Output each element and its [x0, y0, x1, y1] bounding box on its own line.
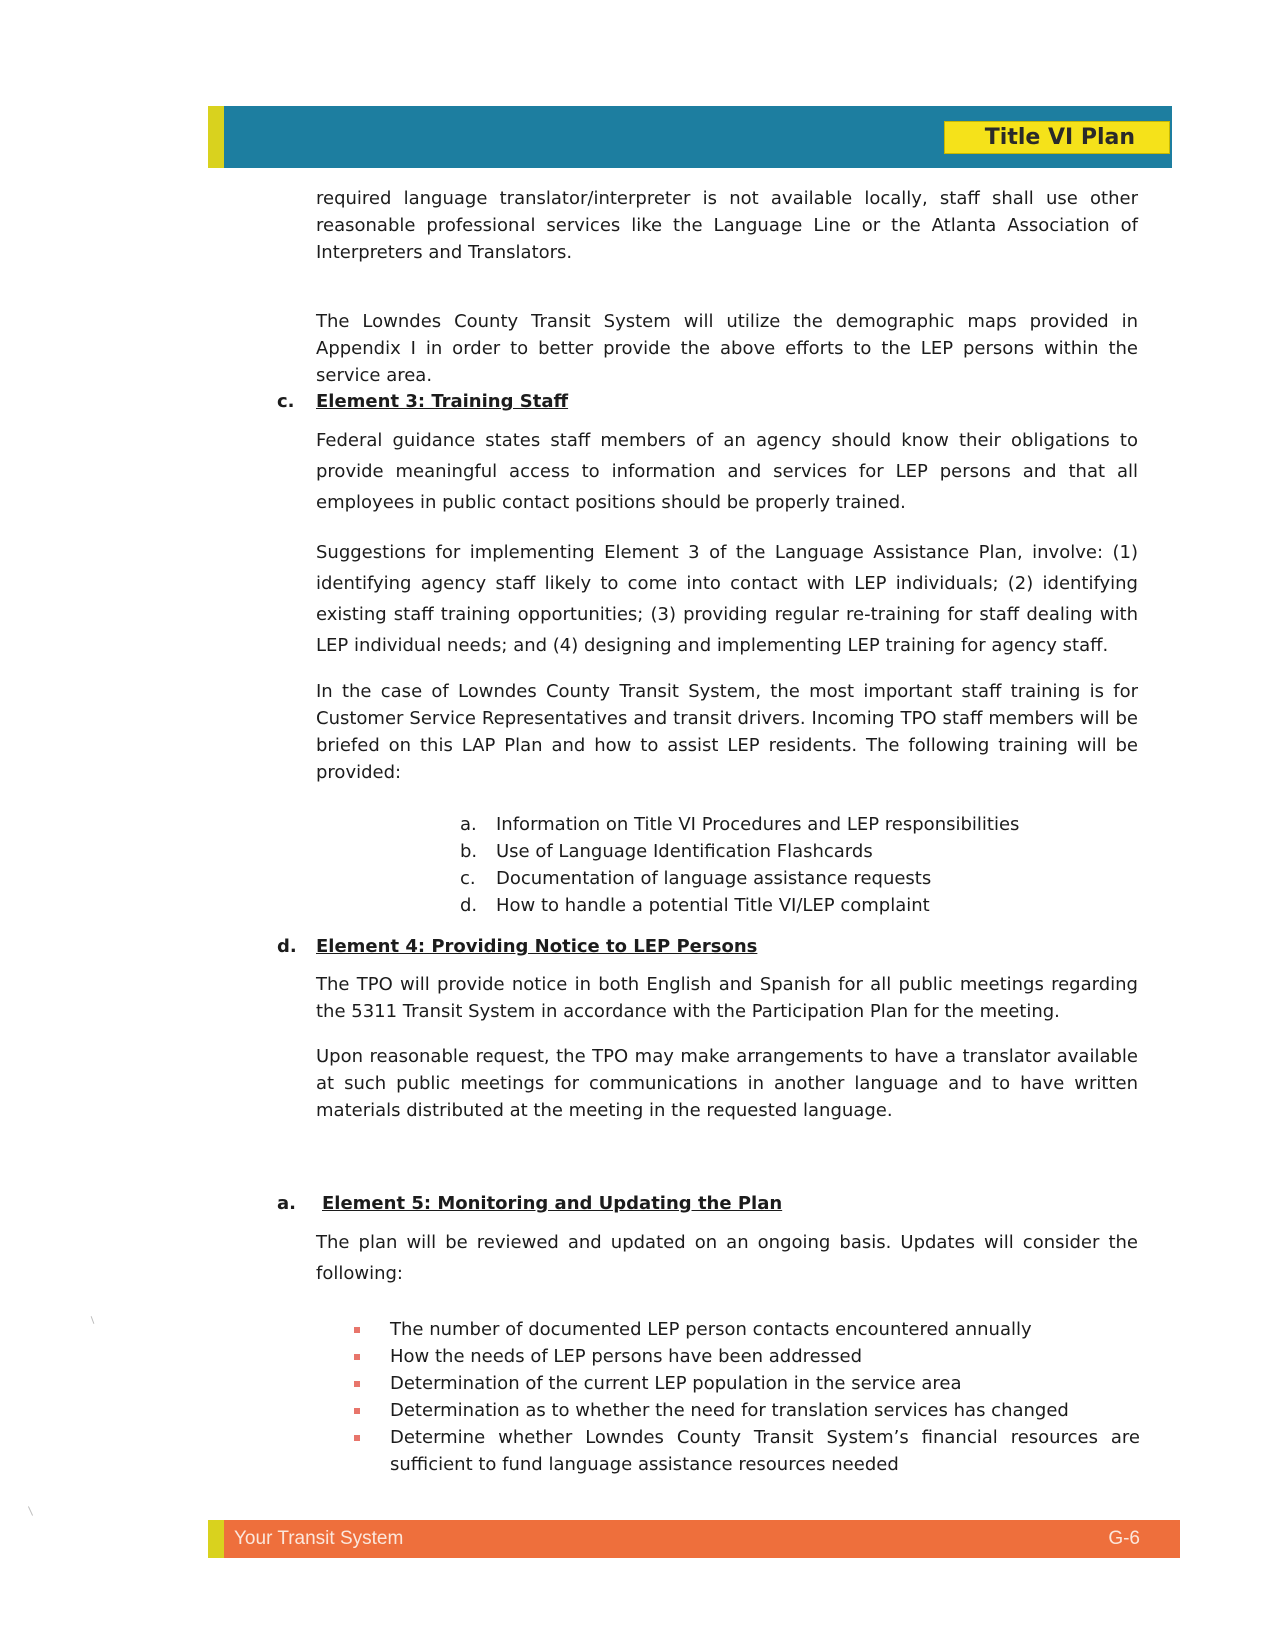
square-bullet-icon [354, 1424, 390, 1451]
list-item [460, 865, 1019, 892]
list-marker: b. [460, 841, 478, 862]
continuation-paragraph: required language translator/interpreter is not available locally, staff shall use other reasonable professional services like the Language Line or the Atlanta Association of Interpreters and Translators. [316, 188, 1138, 263]
list-item [354, 1343, 1140, 1370]
list-item-text: Use of Language Identification Flashcards [496, 841, 873, 862]
list-item [460, 892, 1019, 919]
list-item [354, 1370, 1140, 1397]
list-item-text: Determination as to whether the need for translation services has changed [390, 1400, 1069, 1421]
element3-paragraph-1: Federal guidance states staff members of an agency should know their obligations to provide meaningful access to information and services for LEP persons and that all employees in public contact positions should be properly trained. [316, 430, 1138, 513]
page-number: G-6 [1108, 1528, 1140, 1549]
square-bullet-icon [354, 1397, 390, 1424]
section-heading-element5: Element 5: Monitoring and Updating the Plan [322, 1193, 783, 1214]
element3-paragraph-2: Suggestions for implementing Element 3 of the Language Assistance Plan, involve: (1) identifying agency staff likely to come into contact with LEP individuals; (2) identifying existing staff training opportunities; (3) providing regular re-training for staff dealing with LEP individual needs; and (4) designing and implementing LEP training for agency staff. [316, 542, 1138, 656]
element3-paragraph-3: In the case of Lowndes County Transit System, the most important staff training is for Customer Service Representatives and transit drivers. Incoming TPO staff members will be briefed on this LAP Plan and how to assist LEP residents. The following training will be provided: [316, 681, 1138, 783]
list-item [354, 1316, 1140, 1343]
section-letter-element3: c. [277, 391, 295, 412]
page-title: Title VI Plan [944, 121, 1170, 154]
section-heading-element3: Element 3: Training Staff [316, 391, 569, 412]
list-item-text: Information on Title VI Procedures and LEP responsibilities [496, 814, 1020, 835]
considerations-list [354, 1316, 1140, 1478]
element4-paragraph-1: The TPO will provide notice in both English and Spanish for all public meetings regarding the 5311 Transit System in accordance with the Participation Plan for the meeting. [316, 974, 1138, 1022]
square-bullet-icon [354, 1316, 390, 1343]
list-marker: a. [460, 814, 477, 835]
training-list [460, 811, 1019, 919]
list-item [460, 811, 1019, 838]
list-marker: c. [460, 868, 476, 889]
footer-accent-bar [208, 1520, 224, 1558]
section-heading-element4: Element 4: Providing Notice to LEP Persons [316, 936, 758, 957]
list-item-text: Determination of the current LEP population in the service area [390, 1373, 962, 1394]
footer-system-name: Your Transit System [234, 1528, 404, 1549]
demographic-paragraph: The Lowndes County Transit System will utilize the demographic maps provided in Appendix I in order to better provide the above efforts to the LEP persons within the service area. [316, 311, 1138, 386]
list-item-text: How to handle a potential Title VI/LEP complaint [496, 895, 930, 916]
square-bullet-icon [354, 1370, 390, 1397]
list-item [354, 1397, 1140, 1424]
section-letter-element4: d. [277, 936, 297, 957]
list-marker: d. [460, 895, 478, 916]
list-item-text: Documentation of language assistance requests [496, 868, 932, 889]
element5-paragraph-1: The plan will be reviewed and updated on an ongoing basis. Updates will consider the following: [316, 1232, 1138, 1284]
list-item-text: The number of documented LEP person contacts encountered annually [390, 1319, 1032, 1340]
section-letter-element5: a. [277, 1193, 296, 1214]
list-item-text: How the needs of LEP persons have been addressed [390, 1346, 862, 1367]
element4-paragraph-2: Upon reasonable request, the TPO may make arrangements to have a translator available at such public meetings for communications in another language and to have written materials distributed at the meeting in the requested language. [316, 1046, 1138, 1121]
square-bullet-icon [354, 1343, 390, 1370]
list-item-text: Determine whether Lowndes County Transit System’s financial resources are sufficient to fund language assistance resources needed [390, 1427, 1140, 1475]
list-item [354, 1424, 1140, 1478]
list-item [460, 838, 1019, 865]
